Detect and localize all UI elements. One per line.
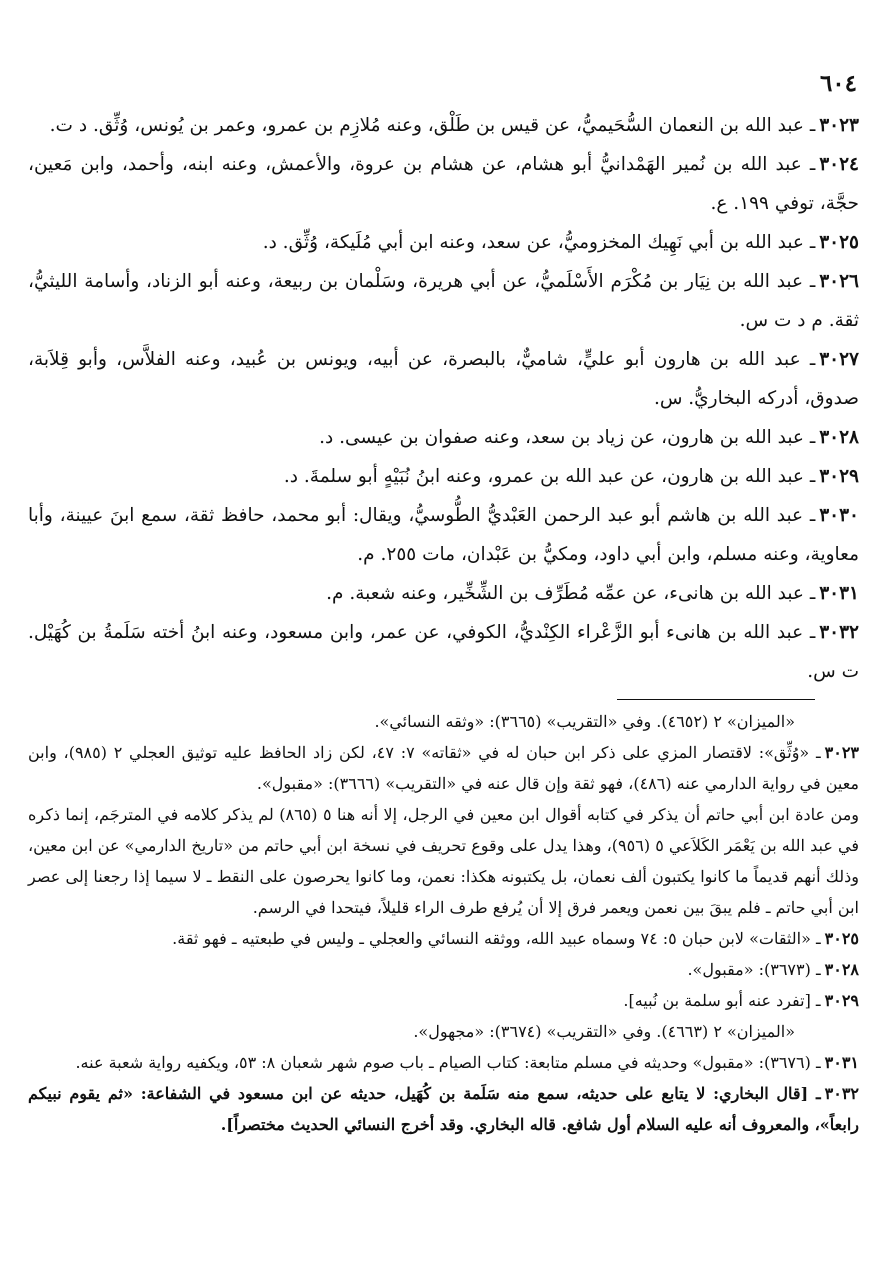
entry-text: ـ عبد الله بن هانىء أبو الزَّعْراء الكِنْديُّ، الكوفي، عن عمر، وابن مسعود، وعنه ابنُ أخته سَلَمةُ بن كُهَيْل. ت س. xyxy=(28,622,859,682)
entry-number: ٣٠٢٥ xyxy=(819,232,859,253)
entry xyxy=(28,223,865,262)
footnote xyxy=(28,706,865,737)
footnote-number: ٣٠٣١ xyxy=(824,1053,859,1072)
footnote xyxy=(28,954,865,985)
entry-text: ـ عبد الله بن أبي نَهِيك المخزوميُّ، عن سعد، وعنه ابن أبي مُلَيكة، وُثِّق. د. xyxy=(262,232,816,253)
entry xyxy=(28,418,865,457)
entry-text: ـ عبد الله بن هاشم أبو عبد الرحمن العَبْديُّ الطُّوسيُّ، ويقال: أبو محمد، حافظ ثقة، سمع ابنَ عيينة، وأبا معاوية، وعنه مسلم، وابن أبي داود، ومكيُّ بن عَبْدان، مات ٢٥٥. م. xyxy=(28,505,859,565)
entry-text: ـ عبد الله بن هارون، عن عبد الله بن عمرو، وعنه ابنُ نُبَيْهٍ أبو سلمةَ. د. xyxy=(283,466,816,487)
entry-number: ٣٠٣١ xyxy=(819,583,859,604)
entry xyxy=(28,457,865,496)
entry-number: ٣٠٢٣ xyxy=(819,115,859,136)
entry-number: ٣٠٢٤ xyxy=(819,154,859,175)
entry-number: ٣٠٢٦ xyxy=(819,271,859,292)
entry xyxy=(28,613,865,691)
entry-text: ـ عبد الله بن النعمان السُّحَيميُّ، عن قيس بن طَلْق، وعنه مُلازِم بن عمرو، وعمر بن يُونس، وُثِّق. د ت. xyxy=(49,115,816,136)
footnote xyxy=(28,1016,865,1047)
footnote-number: ٣٠٢٨ xyxy=(824,960,859,979)
entry-text: ـ عبد الله بن نِيَار بن مُكْرَم الأَسْلَميُّ، عن أبي هريرة، وسَلْمان بن ربيعة، وعنه أبو الزناد، وأسامة الليثيُّ، ثقة. م د ت س. xyxy=(28,271,859,331)
footnote-text: «الميزان» ٢ (٤٦٥٢). وفي «التقريب» (٣٦٦٥): «وثقه النسائي». xyxy=(374,712,795,731)
footnote-number: ٣٠٢٩ xyxy=(824,991,859,1010)
footnotes-section xyxy=(28,706,865,1140)
footnote xyxy=(28,1078,865,1140)
footnote xyxy=(28,737,865,799)
entry-text: ـ عبد الله بن هارون أبو عليٍّ، شاميٌّ، بالبصرة، عن أبيه، ويونس بن عُبيد، وعنه الفلاَّس، وأبو قِلاَبة، صدوق، أدركه البخاريُّ. س. xyxy=(28,349,859,409)
entry-text: ـ عبد الله بن هارون، عن زياد بن سعد، وعنه صفوان بن عيسى. د. xyxy=(319,427,816,448)
entry-number: ٣٠٢٨ xyxy=(819,427,859,448)
footnote-text: ـ [قال البخاري: لا يتابع على حديثه، سمع منه سَلَمة بن كُهَيل، حديثه عن ابن مسعود في الشفاعة: «ثم يقوم نبيكم رابعاً»، والمعروف أنه عليه السلام أول شافع. قاله البخاري. وقد أخرج النسائي الحديث مختصراً]. xyxy=(28,1084,859,1134)
footnote xyxy=(28,1047,865,1078)
footnote-text: «الميزان» ٢ (٤٦٦٣). وفي «التقريب» (٣٦٧٤): «مجهول». xyxy=(413,1022,795,1041)
entry-number: ٣٠٢٧ xyxy=(819,349,859,370)
entry xyxy=(28,340,865,418)
entry xyxy=(28,106,865,145)
page-number: ٦٠٤ xyxy=(819,70,857,97)
entry xyxy=(28,496,865,574)
footnote xyxy=(28,799,865,923)
footnote-text: ـ (٣٦٧٦): «مقبول» وحديثه في مسلم متابعة: كتاب الصيام ـ باب صوم شهر شعبان ٨: ٥٣، ويكفيه رواية شعبة عنه. xyxy=(75,1053,821,1072)
entries-section xyxy=(28,106,865,691)
footnote xyxy=(28,985,865,1016)
entry-text: ـ عبد الله بن هانىء، عن عمِّه مُطَرِّف بن الشِّخِّير، وعنه شعبة. م. xyxy=(326,583,816,604)
footnote xyxy=(28,923,865,954)
footnote-text: ـ «وُثِّق»: لاقتصار المزي على ذكر ابن حبان له في «ثقاته» ٧: ٤٧، لكن زاد الحافظ عليه توثيق العجلي ٢ (٩٨٥)، وابن معين في رواية الدارمي عنه (٤٨٦)، فهو ثقة وإن قال عنه في «التقريب» (٣٦٦٦): «مقبول». xyxy=(28,743,859,793)
entry-text: ـ عبد الله بن نُمير الهَمْدانيُّ أبو هشام، عن هشام بن عروة، والأعمش، وعنه ابنه، وأحمد، وابن مَعين، حجَّة، توفي ١٩٩. ع. xyxy=(28,154,859,214)
footnote-text: ـ «الثقات» لابن حبان ٥: ٧٤ وسماه عبيد الله، ووثقه النسائي والعجلي ـ وليس في طبعتيه ـ فهو ثقة. xyxy=(172,929,821,948)
entry xyxy=(28,145,865,223)
footnote-number: ٣٠٢٥ xyxy=(824,929,859,948)
footnote-text: ومن عادة ابن أبي حاتم أن يذكر في كتابه أقوال ابن معين في الرجل، إلا أنه هنا ٥ (٨٦٥) لم يذكر كلامه في المترجَم، إنما ذكره في عبد الله بن يَعْمَر الكَلاَعي ٥ (٩٥٦)، وهذا يدل على وقوع تحريف في نسخة ابن أبي حاتم من «تاريخ الدارمي» عن ابن معين، وذلك أنهم قديماً ما كانوا يكتبون ألف نعمان، بل يكتبونه هكذا: نعمن، وما كانوا يحرصون على النقط ـ لا سيما إذا رجعنا إلى عصر ابن أبي حاتم ـ فلم يبقَ بين نعمن ويعمر فرق إلا أن يُرفع طرف الراء قليلاً، فيتحدا في الرسم. xyxy=(28,805,860,917)
entry-number: ٣٠٣٢ xyxy=(819,622,859,643)
entry-number: ٣٠٣٠ xyxy=(819,505,859,526)
footnote-text: ـ (٣٦٧٣): «مقبول». xyxy=(687,960,821,979)
footnote-number: ٣٠٣٢ xyxy=(824,1084,860,1103)
footnote-divider xyxy=(617,699,815,700)
entry xyxy=(28,262,865,340)
footnote-number: ٣٠٢٣ xyxy=(824,743,860,762)
entry-number: ٣٠٢٩ xyxy=(819,466,859,487)
footnote-text: ـ [تفرد عنه أبو سلمة بن نُبيه]. xyxy=(623,991,821,1010)
entry xyxy=(28,574,865,613)
